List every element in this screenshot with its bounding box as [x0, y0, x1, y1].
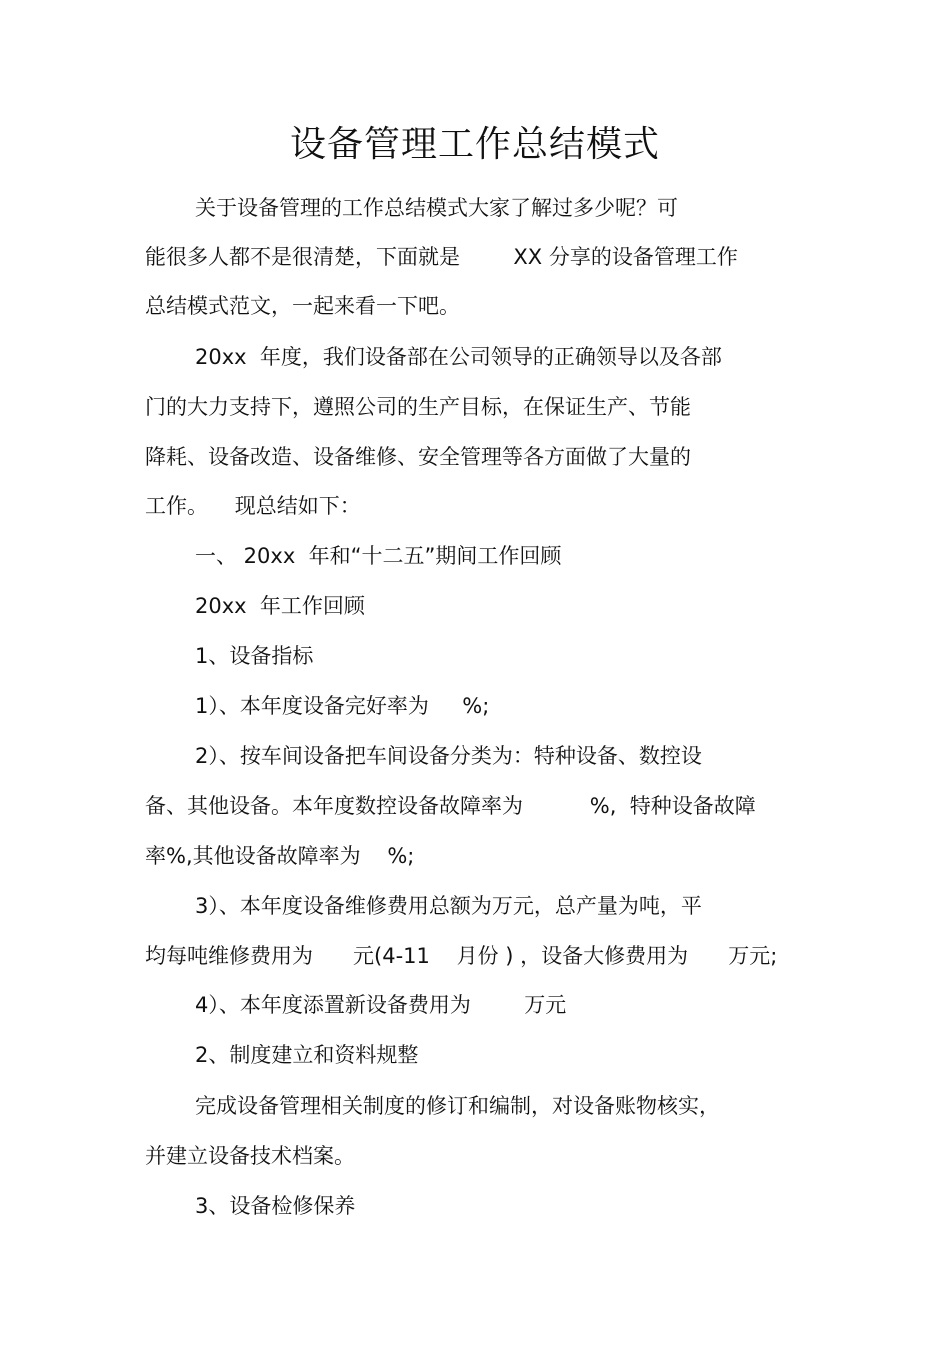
- paragraph-line: 关于设备管理的工作总结模式大家了解过多少呢？可: [195, 196, 678, 220]
- section-heading: 20xx 年工作回顾: [195, 594, 365, 618]
- section-heading: 1、设备指标: [195, 644, 314, 668]
- paragraph-line: 完成设备管理相关制度的修订和编制，对设备账物核实，: [195, 1094, 720, 1118]
- section-heading: 一、 20xx 年和“十二五”期间工作回顾: [195, 544, 562, 568]
- paragraph-line: 备、其他设备。本年度数控设备故障率为 %, 特种设备故障: [145, 794, 756, 818]
- paragraph-line: 20xx 年度，我们设备部在公司领导的正确领导以及各部: [195, 345, 722, 369]
- paragraph-line: 均每吨维修费用为 元(4-11 月份 ) ，设备大修费用为 万元;: [145, 944, 778, 968]
- paragraph-line: 门的大力支持下，遵照公司的生产目标，在保证生产、节能: [145, 395, 691, 419]
- paragraph-line: 降耗、设备改造、设备维修、安全管理等各方面做了大量的: [145, 445, 691, 469]
- paragraph-line: 工作。 现总结如下：: [145, 494, 361, 518]
- list-item: 2）、按车间设备把车间设备分类为：特种设备、数控设: [195, 744, 702, 768]
- paragraph-line: 率%,其他设备故障率为 %;: [145, 844, 415, 868]
- paragraph-line: 总结模式范文，一起来看一下吧。: [145, 294, 460, 318]
- list-item: 1）、本年度设备完好率为 %;: [195, 694, 490, 718]
- document-title: 设备管理工作总结模式: [289, 124, 660, 165]
- paragraph-line: 能很多人都不是很清楚，下面就是 XX 分享的设备管理工作: [145, 245, 738, 269]
- section-heading: 2、制度建立和资料规整: [195, 1043, 419, 1067]
- list-item: 4）、本年度添置新设备费用为 万元: [195, 993, 567, 1017]
- paragraph-line: 并建立设备技术档案。: [145, 1144, 355, 1168]
- list-item: 3）、本年度设备维修费用总额为万元，总产量为吨，平: [195, 894, 702, 918]
- section-heading: 3、设备检修保养: [195, 1194, 356, 1218]
